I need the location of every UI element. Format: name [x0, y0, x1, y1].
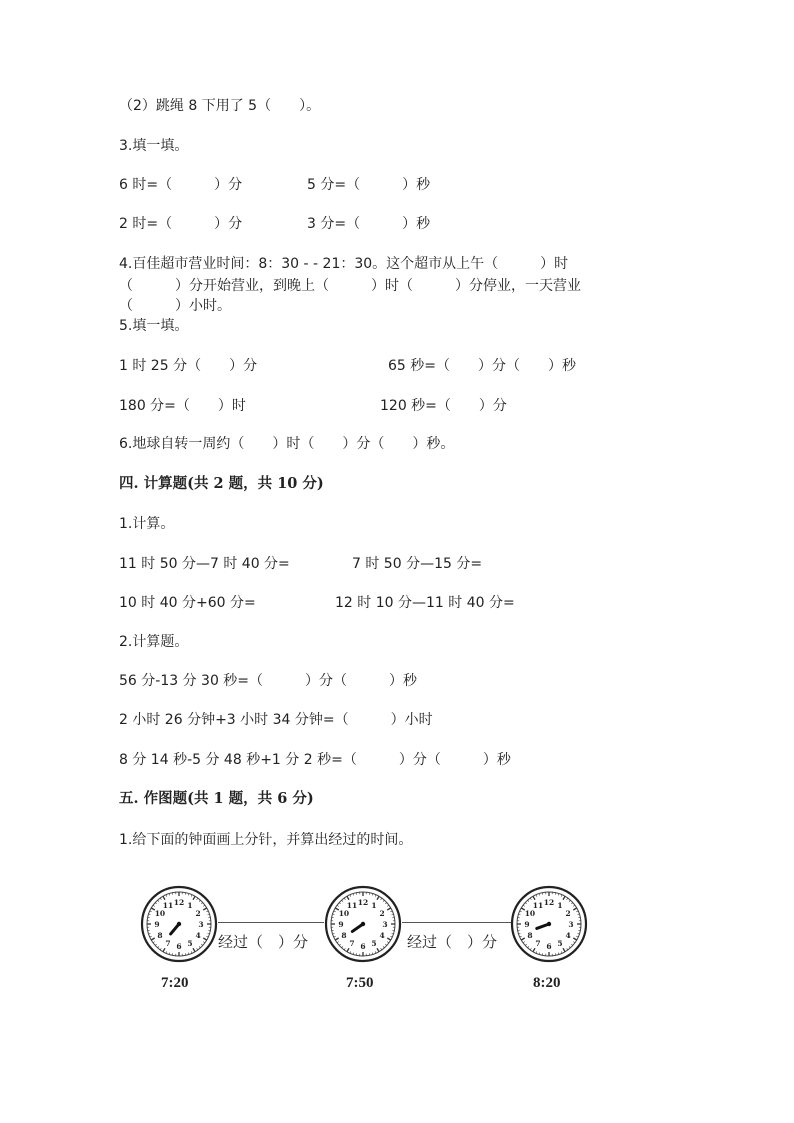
clock-numeral: 11 [346, 900, 358, 910]
clock-numeral: 11 [162, 900, 174, 910]
q3-title: 3.填一填。 [119, 138, 189, 154]
clock-svg [140, 885, 218, 963]
q3-item-a2: 5 分=（ ）秒 [307, 177, 431, 193]
clock-numeral: 10 [524, 909, 536, 918]
s4-q1-title: 1.计算。 [119, 516, 175, 532]
clock-numeral: 2 [195, 909, 201, 918]
s4-q1-item-a1: 11 时 50 分—7 时 40 分= [119, 556, 290, 572]
clock-numeral: 5 [557, 939, 563, 949]
clock-numeral: 1 [371, 900, 377, 910]
clock-numeral: 9 [338, 920, 344, 929]
clock-face-1 [140, 885, 218, 963]
q3-item-b1: 2 时=（ ）分 [119, 216, 243, 232]
clock-numeral: 7 [349, 939, 355, 949]
q5-item-a1: 1 时 25 分（ ）分 [119, 358, 258, 374]
clock-center-dot [361, 922, 365, 926]
q5-item-b1: 180 分=（ ）时 [119, 398, 246, 414]
s4-q1-item-b1: 10 时 40 分+60 分= [119, 595, 256, 611]
q2-part2: （2）跳绳 8 下用了 5（ ）。 [119, 98, 321, 114]
clock-numeral: 3 [568, 920, 574, 929]
clock-numeral: 3 [198, 920, 204, 929]
q4-line-1: 4.百佳超市营业时间：8：30 - - 21：30。这个超市从上午（ ）时 [119, 256, 569, 272]
elapsed-label-1: 经过（ ）分 [218, 933, 309, 951]
clock-numeral: 6 [546, 942, 552, 951]
elapsed-label-2: 经过（ ）分 [407, 933, 498, 951]
s4-q2-title: 2.计算题。 [119, 634, 189, 650]
s4-q2-item-3: 8 分 14 秒-5 分 48 秒+1 分 2 秒=（ ）分（ ）秒 [119, 752, 511, 768]
clock-numeral: 1 [187, 900, 193, 910]
clock-numeral: 2 [565, 909, 571, 918]
clock-face-3 [510, 885, 588, 963]
clock-time-3: 8:20 [533, 975, 561, 991]
clock-numeral: 4 [379, 931, 385, 940]
clock-numeral: 8 [527, 931, 533, 940]
clock-numeral: 4 [565, 931, 571, 940]
section-5-heading: 五. 作图题(共 1 题，共 6 分) [119, 790, 314, 807]
clock-svg [324, 885, 402, 963]
s4-q1-item-a2: 7 时 50 分—15 分= [352, 556, 483, 572]
clock-numeral: 12 [173, 898, 185, 907]
clock-numeral: 6 [176, 942, 182, 951]
s4-q2-item-1: 56 分-13 分 30 秒=（ ）分（ ）秒 [119, 673, 418, 689]
q4-line-3: （ ）小时。 [119, 298, 231, 314]
clock-numeral: 3 [382, 920, 388, 929]
connector-line-1 [218, 922, 324, 923]
clock-numeral: 9 [154, 920, 160, 929]
q5-title: 5.填一填。 [119, 318, 189, 334]
s5-q1-question: 1.给下面的钟面画上分针，并算出经过的时间。 [119, 832, 413, 848]
clock-svg [510, 885, 588, 963]
clock-numeral: 12 [543, 898, 555, 907]
clock-numeral: 11 [532, 900, 544, 910]
clock-time-2: 7:50 [346, 975, 374, 991]
clock-numeral: 10 [154, 909, 166, 918]
clock-numeral: 2 [379, 909, 385, 918]
clock-numeral: 5 [371, 939, 377, 949]
clock-numeral: 1 [557, 900, 563, 910]
clock-numeral: 6 [360, 942, 366, 951]
clock-numeral: 10 [338, 909, 350, 918]
q4-line-2: （ ）分开始营业，到晚上（ ）时（ ）分停业，一天营业 [119, 278, 581, 294]
clock-numeral: 8 [341, 931, 347, 940]
clock-numeral: 7 [535, 939, 541, 949]
clock-time-1: 7:20 [161, 975, 189, 991]
clock-center-dot [547, 922, 551, 926]
s4-q1-item-b2: 12 时 10 分—11 时 40 分= [335, 595, 515, 611]
connector-line-2 [402, 922, 512, 923]
clock-numeral: 7 [165, 939, 171, 949]
clock-numeral: 4 [195, 931, 201, 940]
clock-numeral: 12 [357, 898, 369, 907]
clock-center-dot [177, 922, 181, 926]
q6-question: 6.地球自转一周约（ ）时（ ）分（ ）秒。 [119, 436, 455, 452]
clock-numeral: 8 [157, 931, 163, 940]
section-4-heading: 四. 计算题(共 2 题，共 10 分) [119, 475, 324, 492]
clock-numeral: 9 [524, 920, 530, 929]
clock-numeral: 5 [187, 939, 193, 949]
q3-item-a1: 6 时=（ ）分 [119, 177, 243, 193]
clock-face-2 [324, 885, 402, 963]
q5-item-a2: 65 秒=（ ）分（ ）秒 [388, 358, 576, 374]
s4-q2-item-2: 2 小时 26 分钟+3 小时 34 分钟=（ ）小时 [119, 712, 433, 728]
q3-item-b2: 3 分=（ ）秒 [307, 216, 431, 232]
q5-item-b2: 120 秒=（ ）分 [380, 398, 507, 414]
